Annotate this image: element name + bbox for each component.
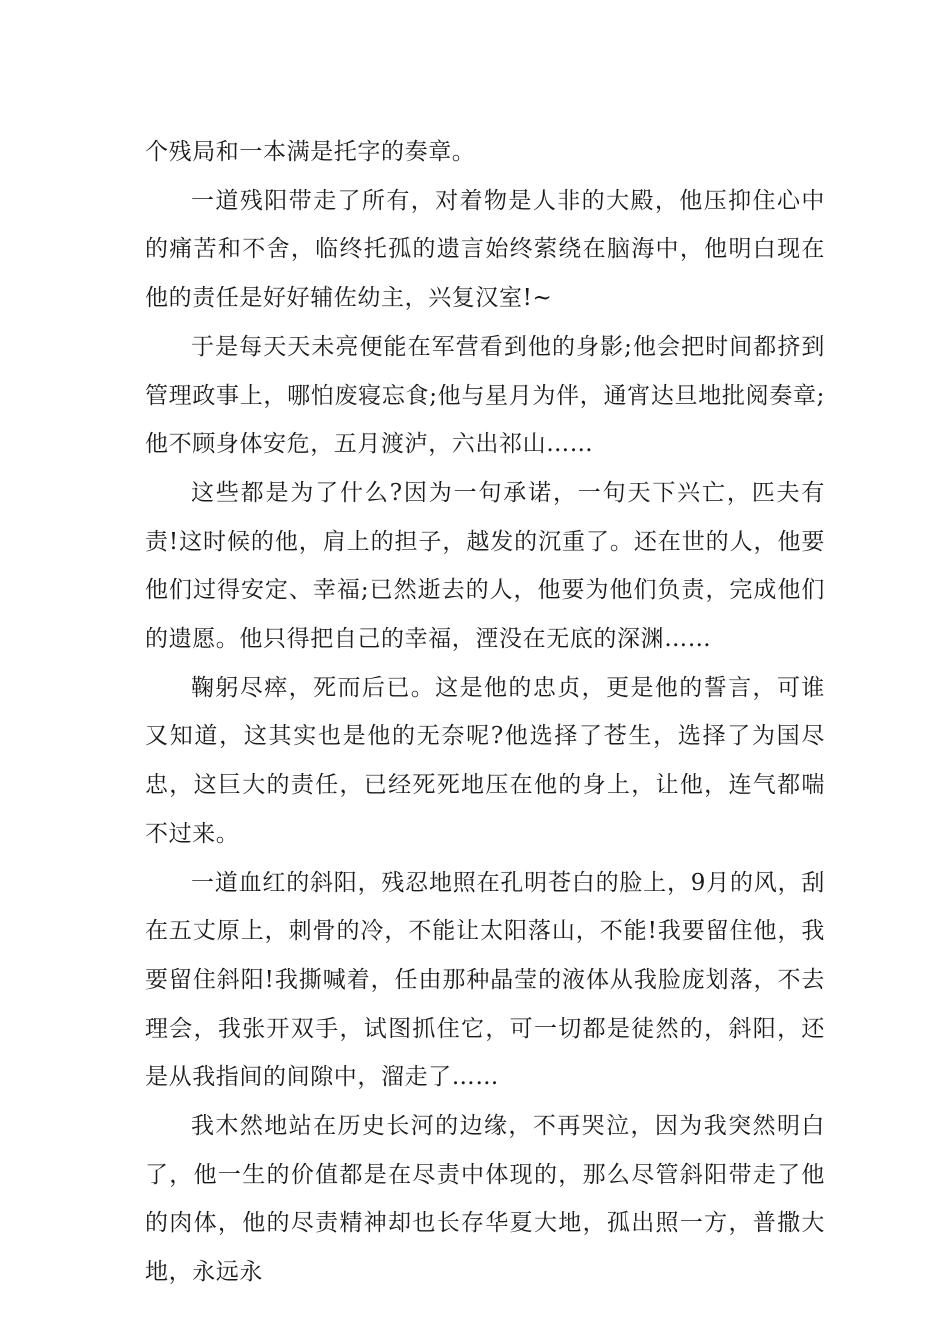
document-body <box>145 128 825 1297</box>
paragraph-2: 一道残阳带走了所有，对着物是人非的大殿，他压抑住心中的痛苦和不舍，临终托孤的遗言始终萦绕在脑海中，他明白现在他的责任是好好辅佐幼主，兴复汉室!~ <box>145 187 825 312</box>
paragraph-1: 个残局和一本满是托字的奏章。 <box>145 139 476 165</box>
paragraph-7: 我木然地站在历史长河的边缘，不再哭泣，因为我突然明白了，他一生的价值都是在尽责中体现的，那么尽管斜阳带走了他的肉体，他的尽责精神却也长存华夏大地，孤出照一方，普撒大地，永远永 <box>145 1113 825 1286</box>
paragraph-3: 于是每天天未亮便能在军营看到他的身影;他会把时间都挤到管理政事上，哪怕废寝忘食;他与星月为伴，通宵达旦地批阅奏章;他不顾身体安危，五月渡泸，六出祁山…… <box>145 333 825 458</box>
paragraph-5: 鞠躬尽瘁，死而后已。这是他的忠贞，更是他的誓言，可谁又知道，这其实也是他的无奈呢?他选择了苍生，选择了为国尽忠，这巨大的责任，已经死死地压在他的身上，让他，连气都喘不过来。 <box>145 674 825 847</box>
paragraph-4: 这些都是为了什么?因为一句承诺，一句天下兴亡，匹夫有责!这时候的他，肩上的担子，越发的沉重了。还在世的人，他要他们过得安定、幸福;已然逝去的人，他要为他们负责，完成他们的遗愿。他只得把自己的幸福，湮没在无底的深渊…… <box>145 479 825 653</box>
paragraph-6: 一道血红的斜阳，残忍地照在孔明苍白的脸上，9月的风，刮在五丈原上，刺骨的冷，不能让太阳落山，不能!我要留住他，我要留住斜阳!我撕喊着，任由那种晶莹的液体从我脸庞划落，不去理会，我张开双手，试图抓住它，可一切都是徒然的，斜阳，还是从我指间的间隙中，溜走了…… <box>145 869 825 1091</box>
